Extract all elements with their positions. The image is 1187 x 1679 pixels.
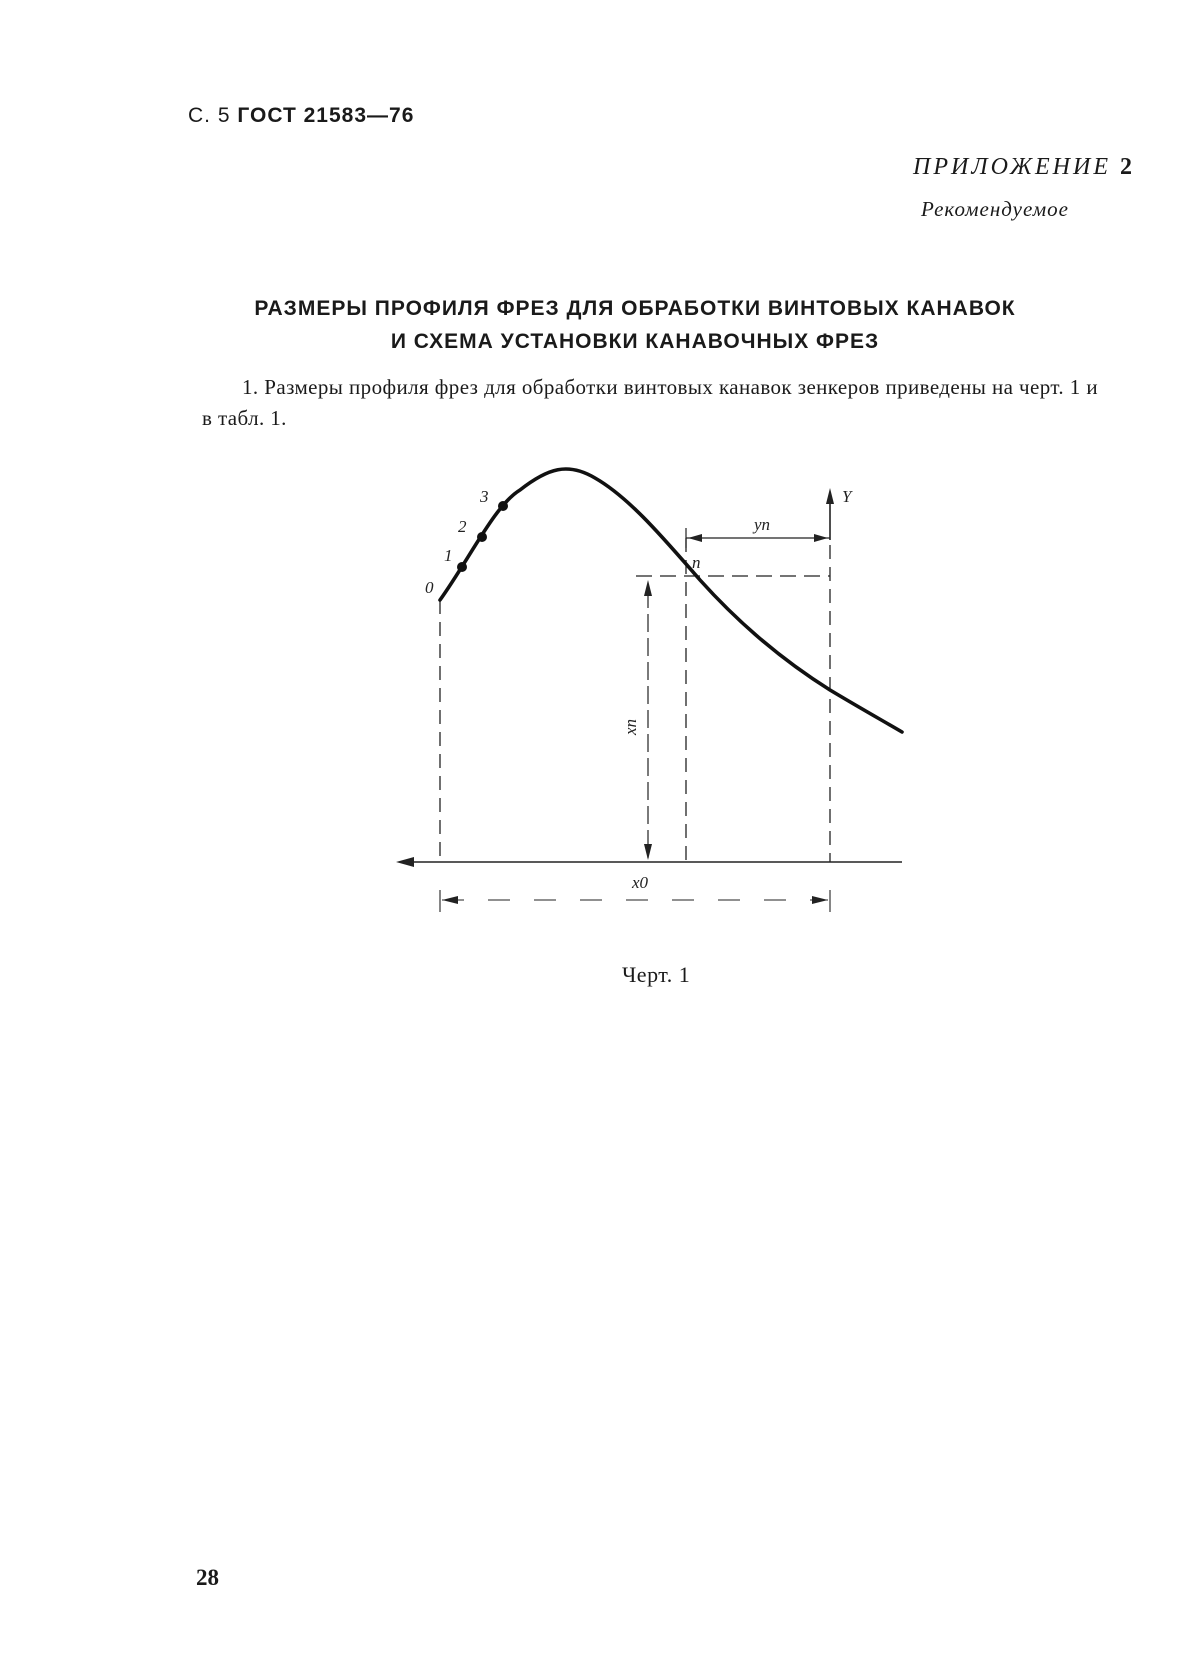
x0-arrow-right	[812, 896, 828, 904]
label-point-1: 1	[444, 546, 453, 565]
xn-arrow-bottom	[644, 844, 652, 860]
figure-caption: Черт. 1	[622, 962, 691, 987]
profile-point-2	[477, 532, 487, 542]
x-axis-arrow	[396, 857, 414, 867]
profile-curve	[440, 469, 902, 732]
label-x0: x0	[632, 873, 649, 892]
y-axis-arrow	[826, 488, 834, 504]
standard-number: ГОСТ 21583—76	[237, 104, 415, 127]
x0-arrow-left	[442, 896, 458, 904]
paragraph-1: 1. Размеры профиля фрез для обработки винтовых канавок зенкеров приведены на черт. 1 и в табл. 1.	[202, 375, 1098, 430]
profile-point-1	[457, 562, 467, 572]
section-title-line-2: И СХЕМА УСТАНОВКИ КАНАВОЧНЫХ ФРЕЗ	[390, 330, 880, 353]
appendix-number: 2	[1120, 154, 1132, 180]
yn-arrow-right	[814, 534, 828, 542]
label-point-0: 0	[425, 578, 434, 597]
label-point-n: n	[692, 553, 701, 572]
page-number: 28	[196, 1565, 219, 1590]
label-point-2: 2	[458, 517, 467, 536]
profile-point-3	[498, 501, 508, 511]
xn-arrow-top	[644, 580, 652, 596]
yn-arrow-left	[688, 534, 702, 542]
appendix-status: Рекомендуемое	[921, 197, 1069, 221]
label-point-3: 3	[480, 487, 489, 506]
label-xn: xn	[621, 718, 640, 735]
label-y-axis: Y	[842, 487, 852, 506]
appendix-label: ПРИЛОЖЕНИЕ	[913, 154, 1111, 180]
section-title-line-1: РАЗМЕРЫ ПРОФИЛЯ ФРЕЗ ДЛЯ ОБРАБОТКИ ВИНТОВЫХ КАНАВОК	[254, 297, 1016, 320]
label-yn: yn	[754, 515, 771, 534]
page-reference: С. 5	[188, 104, 231, 127]
